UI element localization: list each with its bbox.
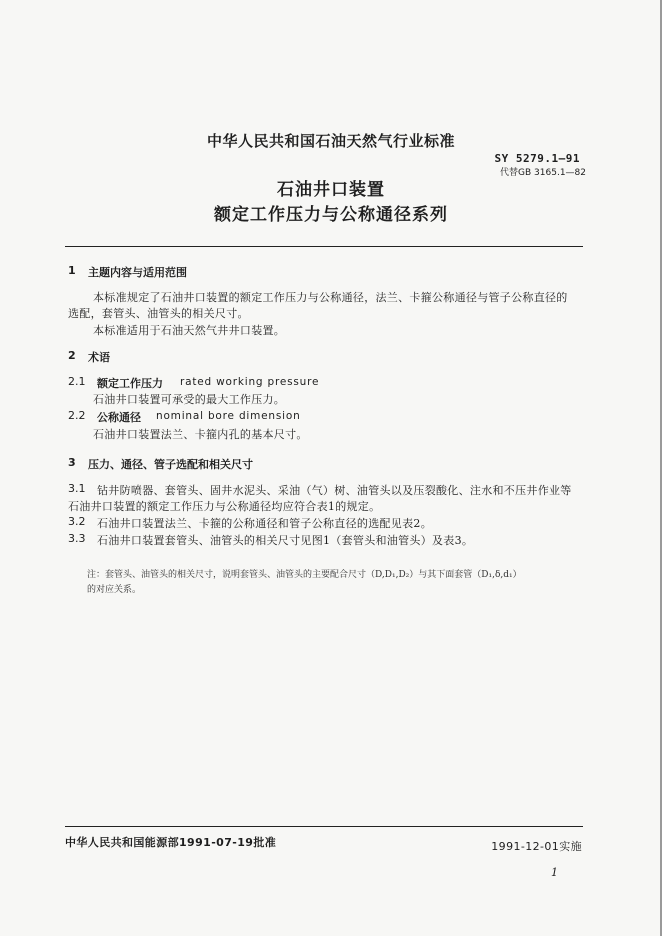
- clause-2-1-number: 2.1: [68, 375, 86, 388]
- approval-date: 中华人民共和国能源部1991-07-19批准: [65, 836, 277, 849]
- section-1-paragraph-2: 本标准适用于石油天然气井井口装置。: [93, 324, 286, 337]
- page-number: 1: [551, 866, 558, 879]
- replaced-standard: 代替GB 3165.1—82: [500, 168, 586, 178]
- clause-2-2-english-term: nominal bore dimension: [156, 410, 301, 422]
- note-line1: 注：套管头、油管头的相关尺寸，说明套管头、油管头的主要配合尺寸（D,D₁,D₂）与其下面套管（D₁,δ,d₁）: [87, 570, 522, 580]
- clause-2-1-english-term: rated working pressure: [180, 376, 320, 388]
- section-1-heading: 主题内容与适用范围: [88, 266, 187, 279]
- document-title-line1: 石油井口装置: [277, 180, 385, 200]
- document-title-line2: 额定工作压力与公称通径系列: [214, 205, 448, 225]
- section-3-heading: 压力、通径、管子选配和相关尺寸: [88, 458, 253, 471]
- clause-2-1-definition: 石油井口装置可承受的最大工作压力。: [93, 393, 286, 406]
- clause-2-1-term: 额定工作压力: [97, 377, 163, 390]
- header-divider: [65, 246, 583, 247]
- clause-2-2-term: 公称通径: [97, 411, 141, 424]
- clause-3-2-number: 3.2: [68, 515, 86, 528]
- section-2-number: 2: [68, 349, 76, 362]
- clause-3-3-number: 3.3: [68, 532, 86, 545]
- standard-number: SY 5279.1—91: [494, 152, 580, 165]
- clause-3-1-line1: 钻井防喷器、套管头、固井水泥头、采油（气）树、油管头以及压裂酸化、注水和不压井作业等: [97, 484, 572, 497]
- section-2-heading: 术语: [88, 351, 110, 364]
- section-1-number: 1: [68, 264, 76, 277]
- clause-3-1-line2: 石油井口装置的额定工作压力与公称通径均应符合表1的规定。: [68, 500, 381, 513]
- clause-2-2-number: 2.2: [68, 409, 86, 422]
- section-1-paragraph-1-line1: 本标准规定了石油井口装置的额定工作压力与公称通径，法兰、卡箍公称通径与管子公称直径的: [93, 291, 568, 304]
- clause-3-1-number: 3.1: [68, 482, 86, 495]
- section-1-paragraph-1-line2: 选配，套管头、油管头的相关尺寸。: [68, 307, 249, 320]
- section-3-number: 3: [68, 456, 76, 469]
- standard-category: 中华人民共和国石油天然气行业标准: [206, 132, 455, 150]
- clause-3-3-text: 石油井口装置套管头、油管头的相关尺寸见图1（套管头和油管头）及表3。: [97, 534, 474, 547]
- note-line2: 的对应关系。: [87, 585, 142, 595]
- effective-date: 1991-12-01实施: [491, 840, 582, 853]
- footer-divider: [65, 826, 583, 827]
- clause-2-2-definition: 石油井口装置法兰、卡箍内孔的基本尺寸。: [93, 428, 308, 441]
- clause-3-2-text: 石油井口装置法兰、卡箍的公称通径和管子公称直径的选配见表2。: [97, 517, 432, 530]
